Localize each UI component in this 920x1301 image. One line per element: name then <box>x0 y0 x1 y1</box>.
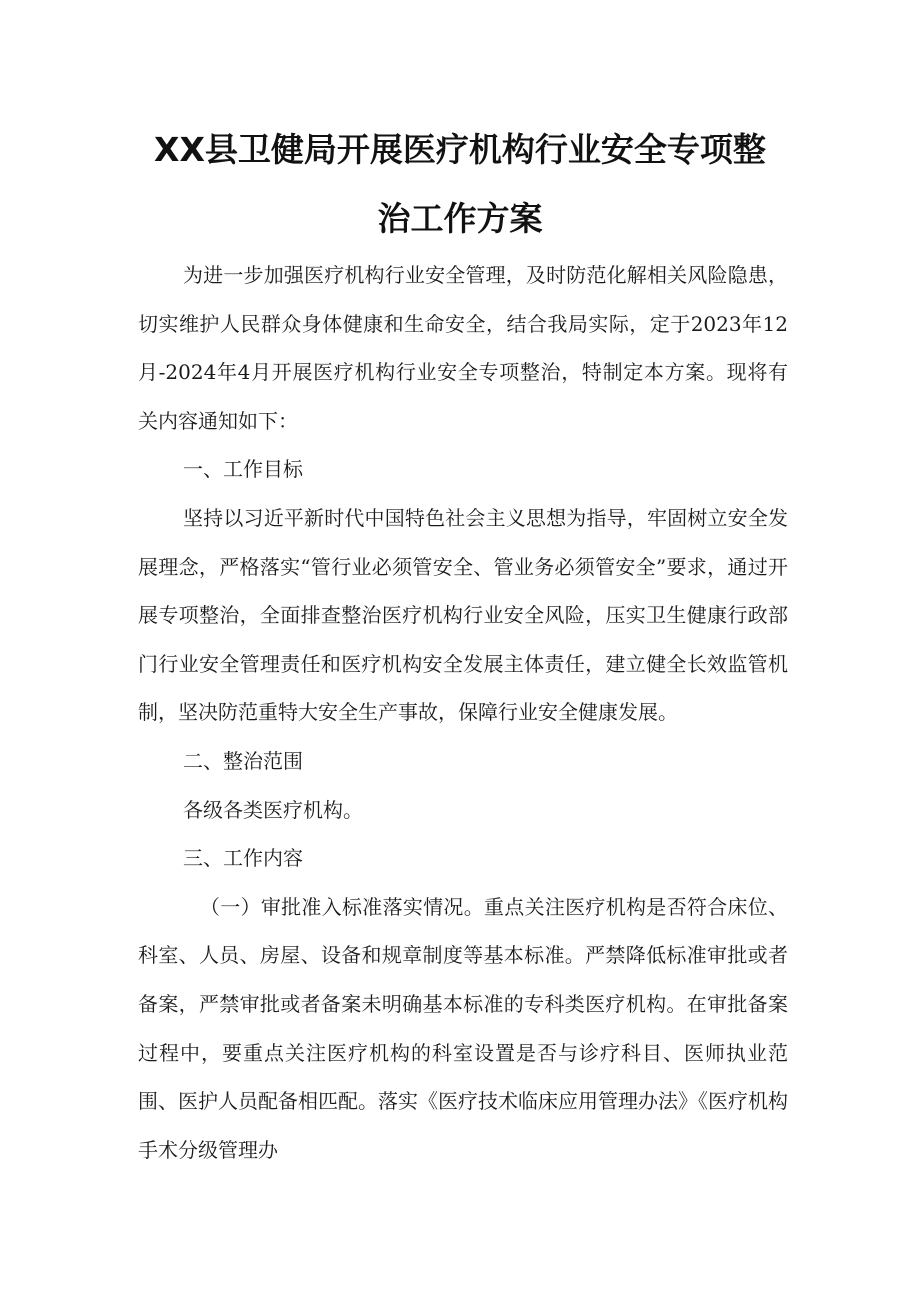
scope-paragraph: 各级各类医疗机构。 <box>183 797 363 822</box>
section-heading-scope: 二、整治范围 <box>183 748 303 773</box>
section-heading-work-goals: 一、工作目标 <box>183 457 303 482</box>
section-heading-work-content: 三、工作内容 <box>183 846 303 871</box>
document-title-line-1: XX县卫健局开展医疗机构行业安全专项整 <box>154 130 766 169</box>
document-title-line-2: 治工作方案 <box>377 199 543 238</box>
intro-paragraph: 为进一步加强医疗机构行业安全管理，及时防范化解相关风险隐患，切实维护人民群众身体健康和生命安全，结合我局实际，定于2023年12月-2024年4月开展医疗机构行业安全专项整治，特制定本方案。现将有关内容通知如下： <box>138 263 788 433</box>
work-goals-paragraph: 坚持以习近平新时代中国特色社会主义思想为指导，牢固树立安全发展理念，严格落实“管行业必须管安全、管业务必须管安全”要求，通过开展专项整治，全面排查整治医疗机构行业安全风险，压实卫生健康行政部门行业安全管理责任和医疗机构安全发展主体责任，建立健全长效监管机制，坚决防范重特大安全生产事故，保障行业安全健康发展。 <box>138 505 788 725</box>
document-body <box>138 251 788 1174</box>
work-content-item-1: （一）审批准入标准落实情况。重点关注医疗机构是否符合床位、科室、人员、房屋、设备和规章制度等基本标准。严禁降低标准审批或者备案，严禁审批或者备案未明确基本标准的专科类医疗机构。在审批备案过程中，要重点关注医疗机构的科室设置是否与诊疗科目、医师执业范围、医护人员配备相匹配。落实《医疗技术临床应用管理办法》《医疗机构手术分级管理办 <box>138 894 788 1162</box>
